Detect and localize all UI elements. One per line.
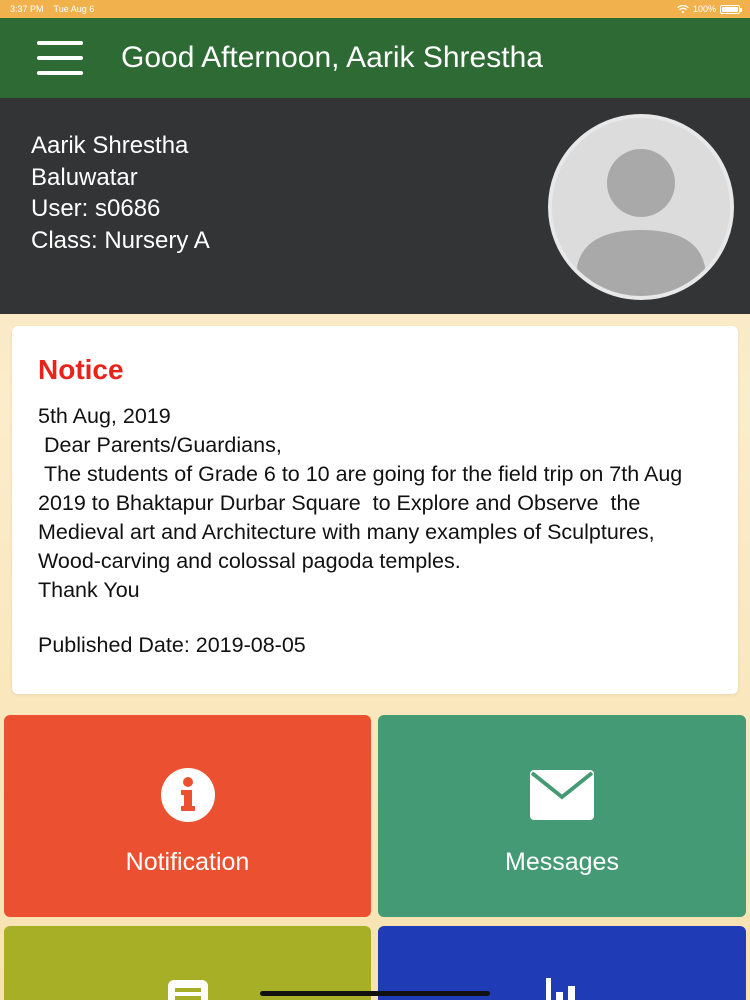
documents-tile[interactable] [4, 926, 371, 1000]
hamburger-menu-icon[interactable] [37, 41, 85, 75]
battery-icon [720, 5, 740, 14]
status-bar [0, 0, 750, 18]
notice-title: Notice [38, 354, 124, 385]
reports-tile[interactable] [378, 926, 746, 1000]
messages-label: Messages [505, 848, 619, 876]
avatar[interactable] [548, 114, 734, 300]
profile-user-id: User: s0686 [31, 195, 161, 222]
info-icon [161, 768, 215, 822]
notification-label: Notification [125, 848, 250, 876]
notice-body: 5th Aug, 2019 Dear Parents/Guardians, The students of Grade 6 to 10 are going for the field trip on 7th Aug 2019 to Bhaktapur Durbar Square to Explore and Observe the Medieval art and Architecture with many examples of Sculptures, Wood-carving and colossal pagoda temples. Thank You [38, 404, 683, 602]
profile-name: Aarik Shrestha [31, 132, 189, 159]
notice-published-date: Published Date: 2019-08-05 [38, 633, 306, 657]
notice-card[interactable] [12, 326, 738, 694]
profile-location: Baluwatar [31, 163, 138, 191]
avatar-placeholder-icon [552, 118, 730, 296]
document-icon [158, 976, 218, 1000]
envelope-icon [529, 769, 595, 821]
wifi-icon [677, 5, 689, 14]
status-date: Tue Aug 6 [53, 4, 95, 14]
notification-tile[interactable] [4, 715, 371, 917]
app-header [0, 18, 750, 98]
profile-class: Class: Nursery A [31, 226, 210, 254]
status-time: 3:37 PM [10, 4, 44, 14]
home-indicator[interactable] [260, 991, 490, 996]
messages-tile[interactable] [378, 715, 746, 917]
profile-panel [0, 98, 750, 314]
bar-chart-icon [532, 976, 592, 1000]
battery-percent: 100% [692, 4, 716, 14]
greeting-title: Good Afternoon, Aarik Shrestha [121, 41, 543, 74]
